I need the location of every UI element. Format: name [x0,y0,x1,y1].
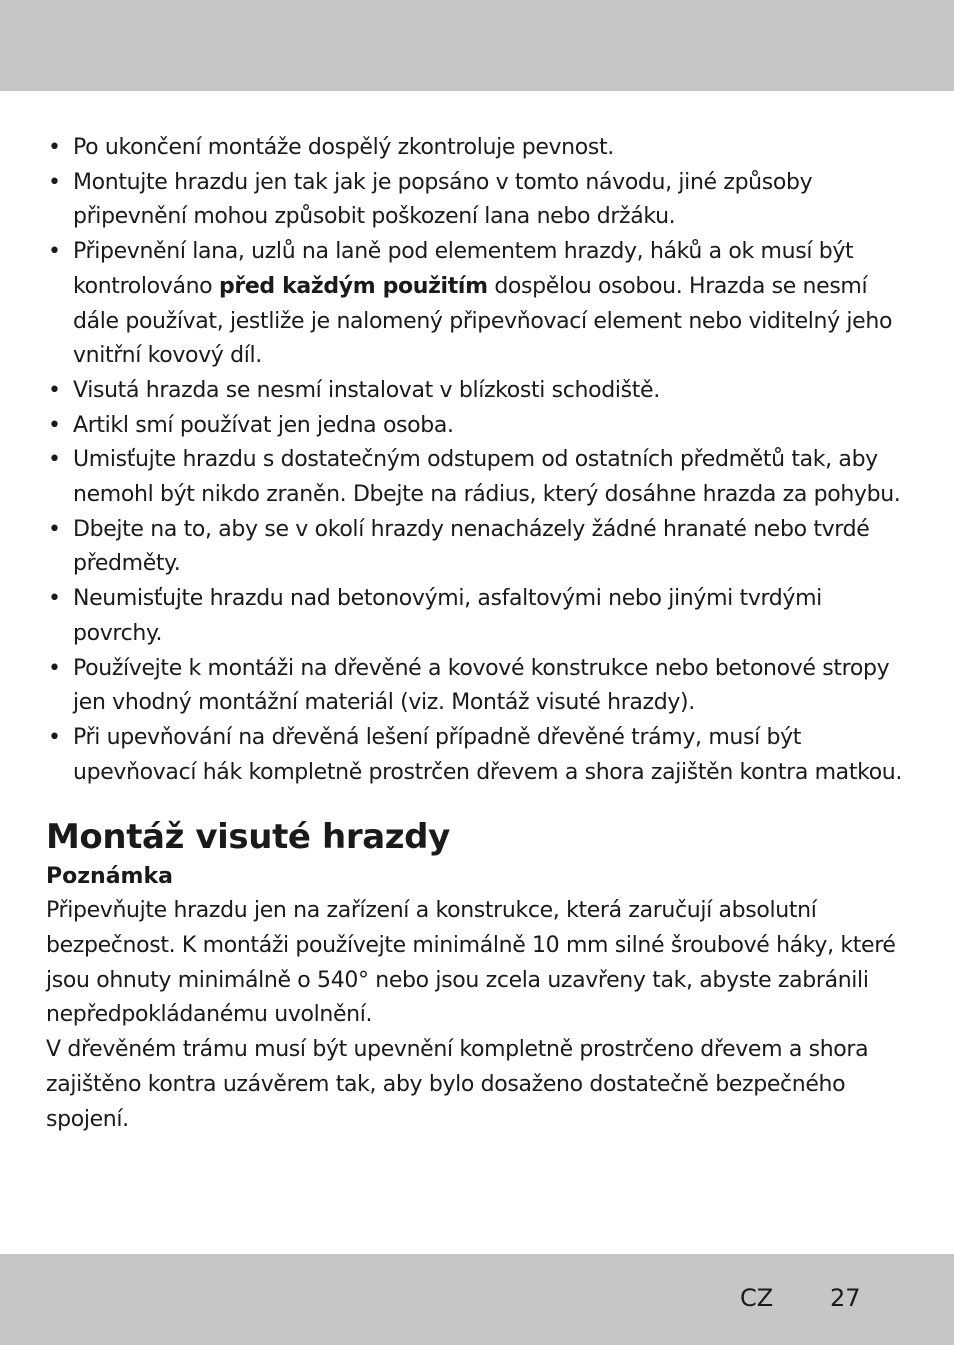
footer-band [0,1254,954,1345]
bullet-item: • Po ukončení montáže dospělý zkontroluje pevnost. [46,131,906,166]
bullet-item: • Umisťujte hrazdu s dostatečným odstupem od ostatních předmětů tak, aby nemohl být nikdo zraněn. Dbejte na rádius, který dosáhne hrazda za pohybu. [46,443,906,512]
note-paragraph: V dřevěném trámu musí být upevnění kompletně prostrčeno dřevem a shora zajištěno kontra uzávěrem tak, aby bylo dosaženo dostatečně bezpečného spojení. [46,1037,869,1132]
bullet-text: Připevnění lana, uzlů na laně pod elementem hrazdy, háků a ok musí být kontrolováno [73,239,854,299]
note-paragraph: Připevňujte hrazdu jen na zařízení a konstrukce, která zaručují absolutní bezpečnost. K montáži používejte minimálně 10 mm silné šroubové háky, které jsou ohnuty minimálně o 540° nebo jsou zcela uzavřeny tak, abyste zabránili nepředpokládanému uvolnění. [46,898,896,1028]
bullet-text: dospělou osobou. Hrazda se nesmí dále používat, jestliže je nalomený připevňovací element nebo viditelný jeho vnitřní kovový díl. [73,273,893,369]
page-content [46,131,906,1137]
bullet-item: • Při upevňování na dřevěná lešení případně dřevěné trámy, musí být upevňovací hák kompletně prostrčen dřevem a shora zajištěn kontra matkou. [46,721,906,790]
note-heading: Poznámka [46,864,173,890]
bullet-item: • Visutá hrazda se nesmí instalovat v blízkosti schodiště. [46,374,906,409]
bullet-item: • Montujte hrazdu jen tak jak je popsáno v tomto návodu, jiné způsoby připevnění mohou způsobit poškození lana nebo držáku. [46,166,906,235]
footer-language-code: CZ [740,1284,774,1312]
section-title: Montáž visuté hrazdy [46,817,450,858]
bullet-item: • Neumisťujte hrazdu nad betonovými, asfaltovými nebo jinými tvrdými povrchy. [46,582,906,651]
safety-bullet-list [46,131,906,790]
bullet-item: • Dbejte na to, aby se v okolí hrazdy nenacházely žádné hranaté nebo tvrdé předměty. [46,513,906,582]
footer-page-number: 27 [830,1284,861,1312]
bullet-bold-text: před každým použitím [218,273,488,299]
bullet-item: • Používejte k montáži na dřevěné a kovové konstrukce nebo betonové stropy jen vhodný montážní materiál (viz. Montáž visuté hrazdy). [46,652,906,721]
header-band [0,0,954,91]
bullet-item: • Artikl smí používat jen jedna osoba. [46,409,906,444]
bullet-item [46,235,906,374]
